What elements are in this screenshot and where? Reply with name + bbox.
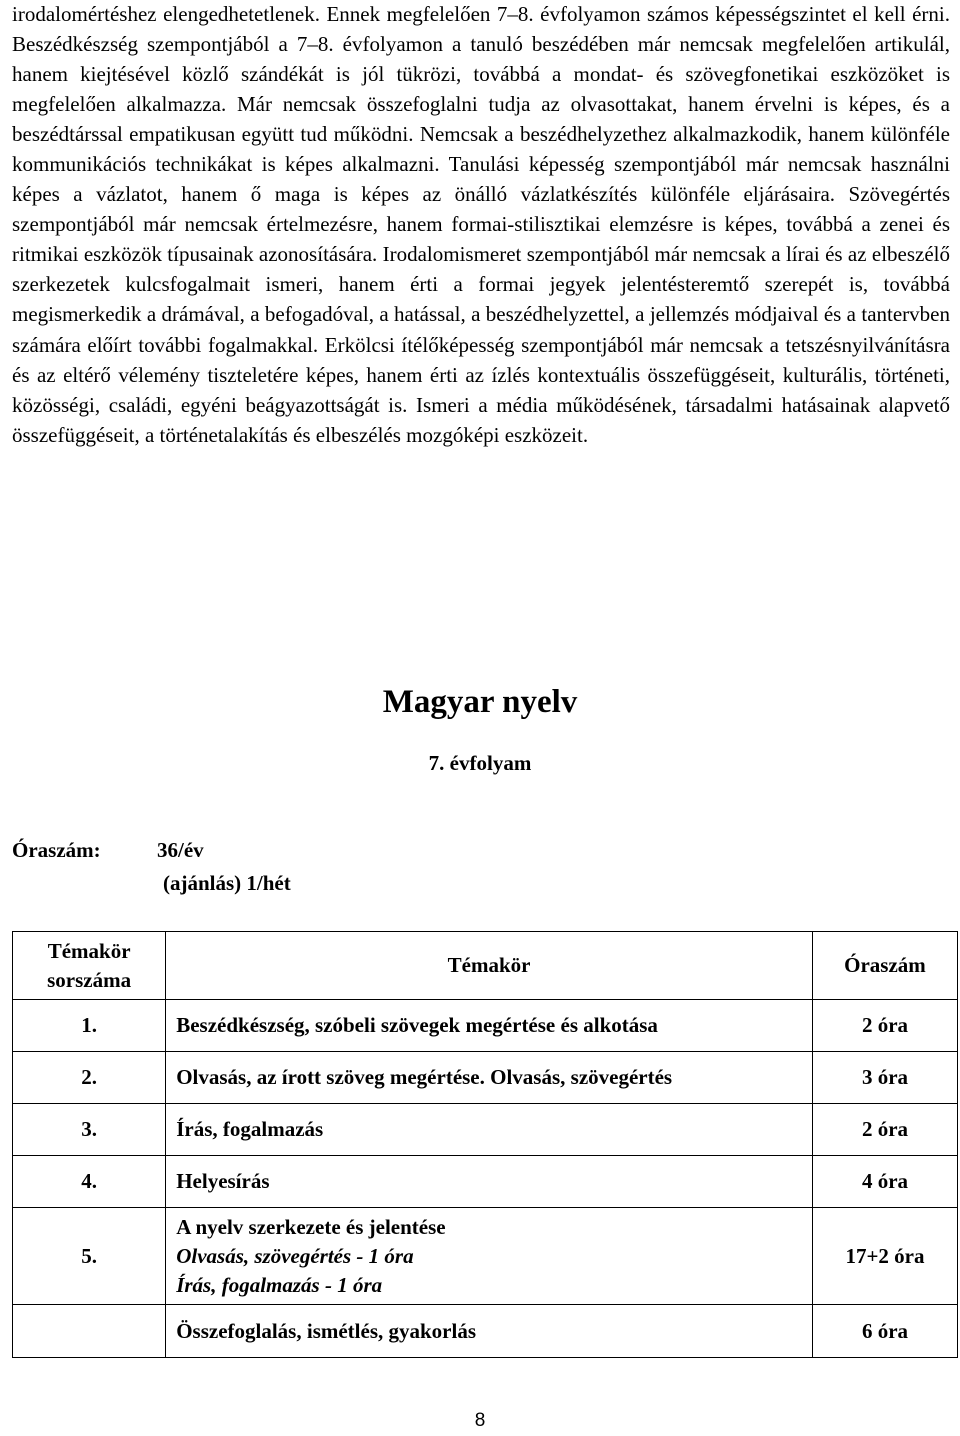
row-topic: Beszédkészség, szóbeli szövegek megértése és alkotása — [166, 1000, 813, 1052]
row-hours: 4 óra — [812, 1156, 957, 1208]
header-topic-number-line1: Témakör — [47, 938, 131, 963]
header-topic: Témakör — [166, 932, 813, 1000]
row-subtopic: Olvasás, szövegértés - 1 óra — [176, 1243, 414, 1268]
row-topic: Összefoglalás, ismétlés, gyakorlás — [166, 1305, 813, 1358]
hours-label: Óraszám: — [12, 838, 101, 862]
table-row — [13, 1052, 958, 1104]
row-number — [13, 1305, 166, 1358]
row-subtopic: Írás, fogalmazás - 1 óra — [176, 1272, 383, 1297]
row-number: 1. — [13, 1000, 166, 1052]
body-paragraph: irodalomértéshez elengedhetetlenek. Ennek megfelelően 7‒8. évfolyamon számos képességszintet el kell érni. Beszédkészség szempontjából a 7‒8. évfolyamon a tanuló beszédében már nemcsak megfelelően artikulál, hanem kiejtésével közlő szándékát is jól tükrözi, továbbá a mondat- és szövegfonetikai eszközöket is megfelelően alkalmazza. Már nemcsak összefoglalni tudja az olvasottakat, hanem érvelni is képes, és a beszédtárssal empatikusan együtt tud működni. Nemcsak a beszédhelyzethez alkalmazkodik, hanem különféle kommunikációs technikákat is képes alkalmazni. Tanulási képesség szempontjából már nemcsak használni képes a vázlatot, hanem ő maga is képes az önálló vázlatkészítés különféle eljárásaira. Szövegértés szempontjából már nemcsak értelmezésre, hanem formai-stilisztikai elemzésre is képes, továbbá a zenei és ritmikai eszközök típusainak azonosítására. Irodalomismeret szempontjából már nemcsak a lírai és az elbeszélő szerkezetek kulcsfogalmait ismeri, hanem érti a formai jegyek jelentésteremtő szerepét is, továbbá megismerkedik a drámával, a befogadóval, a hatással, a beszédhelyzettel, a jellemzés módjaival és a tantervben számára előírt további fogalmakkal. Erkölcsi ítélőképesség szempontjából már nemcsak a tetszésnyilvánításra és az eltérő vélemény tiszteletére képes, hanem érti az ízlés kontextuális összefüggéseit, kulturális, történeti, közösségi, családi, egyéni beágyazottságát is. Ismeri a média működésének, társadalmi hatásainak alapvető összefüggéseit, a történetalakítás és elbeszélés mozgóképi eszközeit. — [12, 2, 950, 447]
table-row — [13, 1208, 958, 1305]
header-topic-number-line2: sorszáma — [47, 967, 132, 992]
hours-per-week-note: (ajánlás) 1/hét — [163, 871, 291, 895]
row-hours: 2 óra — [812, 1104, 957, 1156]
row-number: 5. — [13, 1208, 166, 1305]
row-hours: 17+2 óra — [812, 1208, 957, 1305]
hours-per-year: 36/év — [157, 838, 204, 862]
row-hours: 3 óra — [812, 1052, 957, 1104]
row-hours: 2 óra — [812, 1000, 957, 1052]
table-row — [13, 1000, 958, 1052]
header-hours: Óraszám — [812, 932, 957, 1000]
row-hours: 6 óra — [812, 1305, 957, 1358]
row-topic: A nyelv szerkezete és jelentése — [176, 1214, 446, 1239]
section-title: Magyar nyelv — [382, 684, 578, 720]
row-topic: Írás, fogalmazás — [166, 1104, 813, 1156]
row-topic: Olvasás, az írott szöveg megértése. Olvasás, szövegértés — [166, 1052, 813, 1104]
table-row — [13, 1104, 958, 1156]
row-topic-group — [166, 1208, 813, 1305]
table-header-row — [13, 932, 958, 1000]
row-number: 2. — [13, 1052, 166, 1104]
topics-table — [12, 931, 958, 1358]
table-row — [13, 1156, 958, 1208]
header-topic-number — [13, 932, 166, 1000]
grade-subtitle: 7. évfolyam — [428, 751, 532, 775]
row-number: 4. — [13, 1156, 166, 1208]
row-topic: Helyesírás — [166, 1156, 813, 1208]
table-row — [13, 1305, 958, 1358]
page-number: 8 — [474, 1410, 486, 1431]
row-number: 3. — [13, 1104, 166, 1156]
